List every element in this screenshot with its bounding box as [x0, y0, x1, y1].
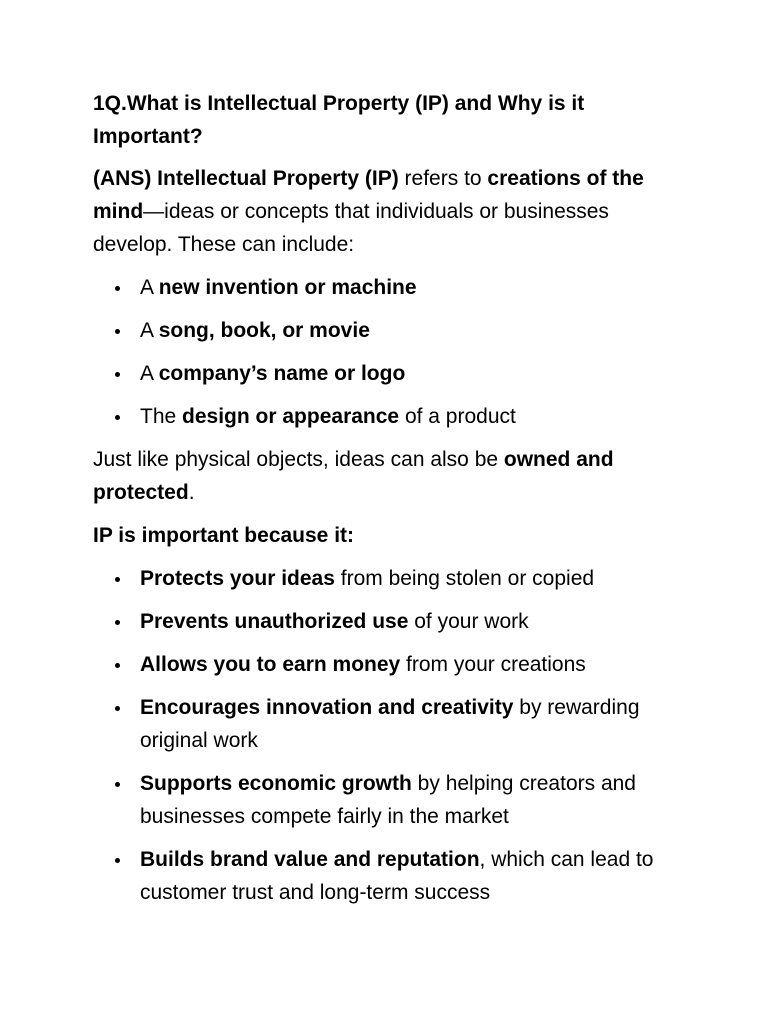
ownership-bold: owned and protected: [93, 448, 614, 504]
list-item-bold: new invention or machine: [158, 276, 417, 299]
list-item: [93, 562, 683, 595]
importance-heading: [93, 519, 683, 552]
list-item-suffix: of a product: [399, 405, 516, 428]
list-item-bold: design or appearance: [182, 405, 400, 428]
list-item-bold: song, book, or movie: [158, 319, 370, 342]
list-item: [93, 357, 683, 390]
list-item-bold: Encourages innovation and creativity: [140, 696, 514, 719]
document-page: [93, 87, 683, 919]
answer-intro-lead: (ANS) Intellectual Property (IP): [93, 167, 399, 190]
list-item: [93, 843, 683, 909]
bullet-icon: [115, 329, 120, 334]
reasons-list: [93, 562, 683, 909]
examples-list: [93, 271, 683, 433]
list-item-bold: company’s name or logo: [158, 362, 406, 385]
bullet-icon: [115, 663, 120, 668]
answer-intro-text-2: —ideas or concepts that individuals or businesses develop. These can include:: [93, 200, 609, 256]
list-item: [93, 271, 683, 304]
ownership-text: Just like physical objects, ideas can also be: [93, 448, 504, 471]
list-item: [93, 605, 683, 638]
answer-intro: [93, 162, 683, 261]
bullet-icon: [115, 372, 120, 377]
importance-heading-text: IP is important because it:: [93, 524, 355, 547]
list-item-bold: Protects your ideas: [140, 567, 335, 590]
list-item-prefix: A: [140, 362, 159, 385]
question-title-text: 1Q.What is Intellectual Property (IP) and Why is it Important?: [93, 92, 585, 148]
bullet-icon: [115, 782, 120, 787]
question-title: [93, 87, 683, 153]
list-item-bold: Prevents unauthorized use: [140, 610, 409, 633]
bullet-icon: [115, 577, 120, 582]
list-item-prefix: A: [140, 276, 159, 299]
list-item: [93, 691, 683, 757]
list-item-text: of your work: [408, 610, 529, 633]
list-item-text: by rewarding original work: [140, 696, 640, 752]
list-item: [93, 767, 683, 833]
list-item-bold: Builds brand value and reputation: [140, 848, 480, 871]
list-item-prefix: The: [140, 405, 183, 428]
bullet-icon: [115, 415, 120, 420]
answer-intro-bold-2: creations of the mind: [93, 167, 644, 223]
list-item-text: , which can lead to customer trust and long-term success: [140, 848, 654, 904]
list-item: [93, 648, 683, 681]
list-item-text: by helping creators and businesses compete fairly in the market: [140, 772, 636, 828]
list-item: [93, 314, 683, 347]
list-item-text: from being stolen or copied: [334, 567, 595, 590]
bullet-icon: [115, 286, 120, 291]
list-item: [93, 400, 683, 433]
bullet-icon: [115, 620, 120, 625]
bullet-icon: [115, 858, 120, 863]
bullet-icon: [115, 706, 120, 711]
ownership-end: .: [188, 481, 195, 504]
list-item-bold: Supports economic growth: [140, 772, 412, 795]
list-item-prefix: A: [140, 319, 159, 342]
ownership-paragraph: [93, 443, 683, 509]
answer-intro-text-1: refers to: [398, 167, 488, 190]
list-item-text: from your creations: [400, 653, 586, 676]
list-item-bold: Allows you to earn money: [140, 653, 401, 676]
